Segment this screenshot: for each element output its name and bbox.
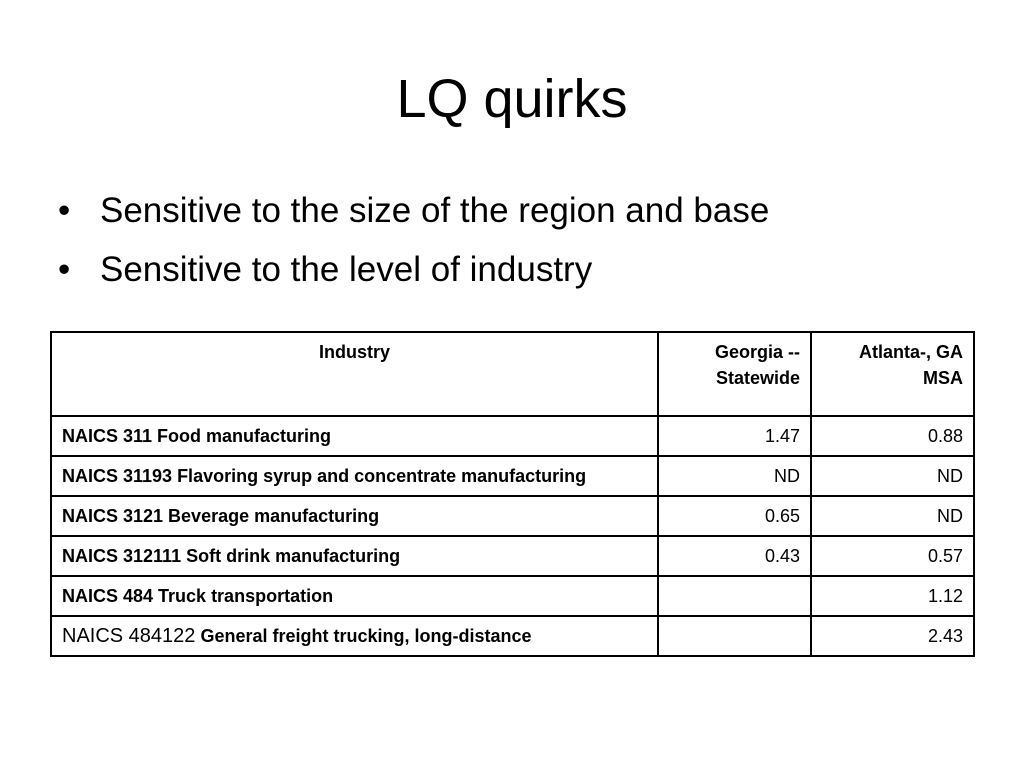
table-row — [51, 616, 974, 656]
slide-title: LQ quirks — [396, 69, 628, 129]
georgia-cell: ND — [658, 456, 811, 496]
atlanta-cell: 0.88 — [811, 416, 974, 456]
georgia-cell: 0.43 — [658, 536, 811, 576]
header-georgia: Georgia -- Statewide — [658, 332, 811, 416]
industry-cell: NAICS 311 Food manufacturing — [51, 416, 658, 456]
industry-cell — [51, 616, 658, 656]
header-atlanta: Atlanta-, GA MSA — [811, 332, 974, 416]
industry-cell: NAICS 3121 Beverage manufacturing — [51, 496, 658, 536]
industry-code: NAICS 484122 — [62, 625, 196, 647]
bullet-text: Sensitive to the size of the region and base — [100, 191, 770, 230]
bullet-list — [58, 186, 769, 304]
table-row — [51, 496, 974, 536]
industry-cell: NAICS 31193 Flavoring syrup and concentrate manufacturing — [51, 456, 658, 496]
industry-cell: NAICS 312111 Soft drink manufacturing — [51, 536, 658, 576]
table-row — [51, 576, 974, 616]
table-row — [51, 456, 974, 496]
table-row — [51, 536, 974, 576]
table-header-row — [51, 332, 974, 416]
bullet-item — [58, 245, 769, 294]
bullet-dot-icon: • — [58, 191, 71, 230]
atlanta-cell: ND — [811, 456, 974, 496]
bullet-dot-icon: • — [58, 250, 71, 289]
georgia-cell: 1.47 — [658, 416, 811, 456]
atlanta-cell: ND — [811, 496, 974, 536]
atlanta-cell: 1.12 — [811, 576, 974, 616]
georgia-cell — [658, 616, 811, 656]
header-industry: Industry — [51, 332, 658, 416]
industry-name: General freight trucking, long-distance — [200, 626, 532, 646]
atlanta-cell: 2.43 — [811, 616, 974, 656]
atlanta-cell: 0.57 — [811, 536, 974, 576]
bullet-text: Sensitive to the level of industry — [100, 250, 593, 289]
georgia-cell: 0.65 — [658, 496, 811, 536]
bullet-item — [58, 186, 769, 235]
table-row — [51, 416, 974, 456]
lq-table — [50, 331, 975, 657]
industry-cell: NAICS 484 Truck transportation — [51, 576, 658, 616]
georgia-cell — [658, 576, 811, 616]
